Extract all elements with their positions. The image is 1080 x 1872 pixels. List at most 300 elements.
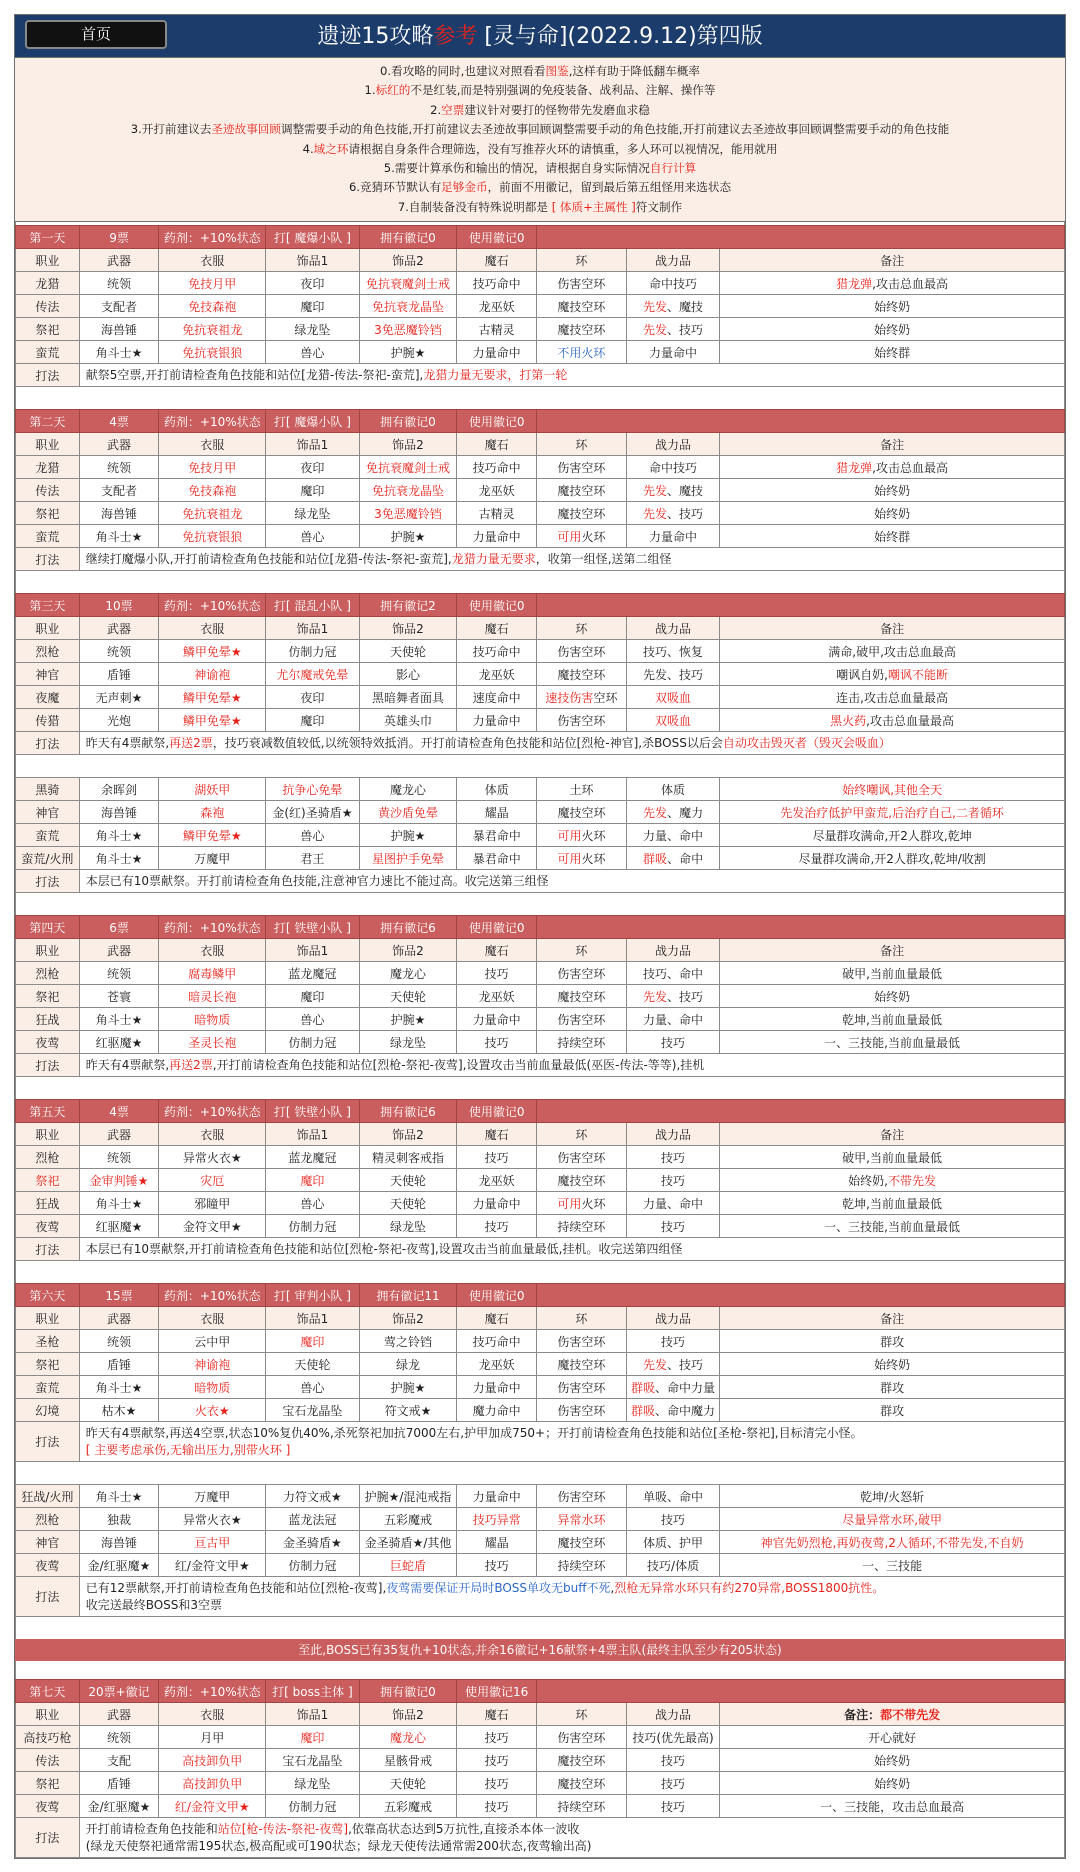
day-header-cell: 使用徽记16 — [457, 1680, 537, 1703]
table-cell: 金(红)圣骑盾★ — [266, 801, 359, 824]
column-header: 武器 — [79, 939, 159, 962]
day-table — [15, 409, 1065, 571]
table-cell — [159, 525, 266, 548]
day-header-cell: 打[ 魔爆小队 ] — [266, 410, 359, 433]
table-cell — [159, 1795, 266, 1818]
table-row — [16, 1192, 1065, 1215]
table-cell: 天使轮 — [359, 1169, 457, 1192]
table-cell: 伤害空环 — [537, 640, 627, 663]
blue-text: 不用火环 — [557, 345, 606, 360]
table-row — [16, 479, 1065, 502]
table-cell: 金/红驱魔★ — [79, 1554, 159, 1577]
table-cell: 伤害空环 — [537, 1399, 627, 1422]
table-cell: 古精灵 — [457, 502, 537, 525]
tactic-line — [86, 1442, 1062, 1459]
highlight-text: 域之环 — [313, 141, 349, 156]
tactic-label: 打法 — [16, 1054, 80, 1077]
table-cell — [159, 1772, 266, 1795]
column-header: 职业 — [16, 939, 80, 962]
title-bar — [15, 15, 1065, 58]
table-cell: 一、三技能,当前血量最低 — [720, 1031, 1065, 1054]
highlight-text: 魔印 — [300, 1334, 325, 1349]
table-row — [16, 1399, 1065, 1422]
table-cell — [720, 1531, 1065, 1554]
table-cell — [159, 985, 266, 1008]
column-header: 武器 — [79, 1307, 159, 1330]
day-header-cell: 拥有徽记0 — [359, 1680, 457, 1703]
highlight-text: 可用 — [557, 828, 582, 843]
table-cell: 群吸、命中 — [626, 847, 719, 870]
table-cell: 始终奶,不带先发 — [720, 1169, 1065, 1192]
tactic-label: 打法 — [16, 732, 80, 755]
page-title — [15, 15, 1065, 58]
table-cell: 单吸、命中 — [626, 1485, 719, 1508]
tactic-text: 昨天有4票献祭,再送2票，技巧衰减数值较低,以统领特效抵消。开打前请检查角色技能和站位[烈枪-神官],杀BOSS以后会自动攻击毁灭者（毁灭会吸血） — [79, 732, 1064, 755]
table-cell: 力量、命中 — [626, 1192, 719, 1215]
table-cell: 群攻 — [720, 1330, 1065, 1353]
table-row — [16, 1726, 1065, 1749]
tactic-label: 打法 — [16, 1818, 80, 1858]
table-cell — [359, 847, 457, 870]
highlight-text: 免抗衰银狼 — [182, 345, 243, 360]
day-header-cell: 拥有徽记11 — [359, 1284, 457, 1307]
home-button[interactable]: 首页 — [25, 20, 167, 49]
column-header-row — [16, 617, 1065, 640]
table-cell: 龙猎 — [16, 456, 80, 479]
highlight-text: 魔印 — [300, 1730, 325, 1745]
spacer — [15, 1617, 1065, 1639]
tactic-line: 已有12票献祭,开打前请检查角色技能和站位[烈枪-夜莺],夜莺需要保证开局时BOSS单攻无buff不死,烈枪无异常水环只有约270异常,BOSS1800抗性。 — [85, 1580, 885, 1595]
day-header-cell: 9票 — [79, 226, 159, 249]
highlight-text: 鳞甲免晕★ — [182, 644, 242, 659]
highlight-text: 先发 — [643, 322, 668, 337]
table-cell: 仿制力冠 — [266, 1795, 359, 1818]
table-cell — [626, 709, 719, 732]
table-cell: 角斗士★ — [79, 1008, 159, 1031]
column-header: 环 — [537, 433, 627, 456]
highlight-text: 免抗衰龙晶坠 — [371, 299, 444, 314]
column-header: 衣服 — [159, 1123, 266, 1146]
table-cell — [159, 272, 266, 295]
column-header: 衣服 — [159, 1307, 266, 1330]
highlight-text: [ 主要考虑承伤,无输出压力,别带火环 ] — [85, 1442, 291, 1457]
table-cell: 持续空环 — [537, 1795, 627, 1818]
highlight-text: 圣迹故事回顾 — [211, 122, 281, 137]
table-cell: 盾锤 — [79, 663, 159, 686]
table-cell: 绿龙 — [359, 1353, 457, 1376]
highlight-text: 可用 — [557, 529, 582, 544]
table-cell: 龙巫妖 — [457, 985, 537, 1008]
table-cell — [159, 318, 266, 341]
table-cell: 绿龙坠 — [359, 1215, 457, 1238]
table-cell: 古精灵 — [457, 318, 537, 341]
table-cell: 龙巫妖 — [457, 1353, 537, 1376]
table-cell: 蛮荒 — [16, 824, 80, 847]
highlight-text: 神谕袍 — [194, 1357, 231, 1372]
highlight-text: 先发 — [643, 805, 668, 820]
column-header: 环 — [537, 617, 627, 640]
tactic-line: 开打前请检查角色技能和站位[枪-传法-祭祀-夜莺],依靠高状态达到5万抗性,直接杀本体一波收 — [85, 1821, 580, 1836]
table-row — [16, 1169, 1065, 1192]
day-header-cell: 药剂：+10%状态 — [159, 916, 266, 939]
highlight-text: 免抗衰魔剑士戒 — [365, 460, 450, 475]
table-cell — [159, 709, 266, 732]
table-cell: 一、三技能 — [720, 1554, 1065, 1577]
table-cell: 夜莺 — [16, 1554, 80, 1577]
column-header: 战力品 — [626, 433, 719, 456]
table-cell: 群吸、命中力量 — [626, 1376, 719, 1399]
table-cell — [159, 1008, 266, 1031]
highlight-text: 群吸 — [631, 1380, 656, 1395]
day-header-cell: 20票+徽记 — [79, 1680, 159, 1703]
table-cell: 先发、技巧 — [626, 663, 719, 686]
table-cell: 魔印 — [266, 295, 359, 318]
table-cell: 异常火衣★ — [159, 1146, 266, 1169]
table-row — [16, 1215, 1065, 1238]
table-cell: 伤害空环 — [537, 962, 627, 985]
intro-line: 3.开打前建议去圣迹故事回顾调整需要手动的角色技能,开打前建议去圣迹故事回顾调整需要手动的角色技能,开打前建议去圣迹故事回顾调整需要手动的角色技能 — [130, 122, 950, 137]
column-header: 饰品1 — [266, 249, 359, 272]
table-cell — [159, 1169, 266, 1192]
table-cell: 力量命中 — [457, 525, 537, 548]
blue-text: 夜莺需要保证开局时BOSS单攻无buff不死 — [386, 1580, 611, 1595]
day-header-cell: 使用徽记0 — [457, 226, 537, 249]
column-header: 备注 — [720, 617, 1065, 640]
table-cell: 技巧 — [457, 962, 537, 985]
column-header-row — [16, 1703, 1065, 1726]
highlight-text: 免抗衰银狼 — [182, 529, 243, 544]
highlight-text: 标红的 — [375, 83, 411, 98]
table-cell: 伤害空环 — [537, 456, 627, 479]
column-header-note — [720, 1703, 1065, 1726]
table-cell: 命中技巧 — [626, 272, 719, 295]
highlight-text: 鳞甲免晕★ — [182, 828, 242, 843]
table-cell: 蓝龙魔冠 — [266, 1146, 359, 1169]
highlight-text: 再送2票 — [169, 1057, 213, 1072]
table-row — [16, 295, 1065, 318]
table-cell: 技巧 — [457, 1772, 537, 1795]
day-header-cell: 使用徽记0 — [457, 594, 537, 617]
table-cell: 龙巫妖 — [457, 663, 537, 686]
table-cell: 护腕★ — [359, 824, 457, 847]
table-cell: 天使轮 — [359, 640, 457, 663]
column-header-row — [16, 939, 1065, 962]
table-cell — [159, 1031, 266, 1054]
day-header-cell: 打[ 铁壁小队 ] — [266, 1100, 359, 1123]
table-cell: 始终群 — [720, 525, 1065, 548]
highlight-text: 先发治疗低护甲蛮荒,后治疗自己,二者循环 — [780, 805, 1004, 820]
table-cell: 龙巫妖 — [457, 479, 537, 502]
table-cell: 技巧命中 — [457, 640, 537, 663]
highlight-text: 先发 — [643, 989, 668, 1004]
day-header-filler — [537, 1680, 1065, 1703]
highlight-text: 圣灵长袍 — [188, 1035, 237, 1050]
table-cell: 夜莺 — [16, 1031, 80, 1054]
table-cell: 技巧命中 — [457, 456, 537, 479]
table-cell: 力量命中 — [457, 1485, 537, 1508]
table-cell — [359, 295, 457, 318]
table-cell: 暴君命中 — [457, 847, 537, 870]
tactic-line: (绿龙天使祭祀通常需195状态,极高配或可190状态；绿龙天使传法通常需200状态,夜莺输出高) — [85, 1838, 592, 1853]
tactic-text: 本层已有10票献祭。开打前请检查角色技能,注意神官力速比不能过高。收完送第三组怪 — [79, 870, 1064, 893]
column-header: 战力品 — [626, 1307, 719, 1330]
highlight-text: 暗物质 — [194, 1380, 231, 1395]
table-cell: 支配者 — [79, 479, 159, 502]
table-cell — [159, 778, 266, 801]
table-cell: 天使轮 — [359, 985, 457, 1008]
highlight-text: 暗物质 — [194, 1012, 231, 1027]
table-cell: 仿制力冠 — [266, 640, 359, 663]
table-cell: 蓝龙法冠 — [266, 1508, 359, 1531]
column-header: 饰品2 — [359, 939, 457, 962]
column-header: 环 — [537, 1307, 627, 1330]
table-cell: 支配者 — [79, 295, 159, 318]
table-cell: 异常火衣★ — [159, 1508, 266, 1531]
highlight-text: 神谕袍 — [194, 667, 231, 682]
day-header-cell: 打[ 铁壁小队 ] — [266, 916, 359, 939]
day-header-cell: 药剂：+10%状态 — [159, 410, 266, 433]
table-cell — [159, 1749, 266, 1772]
highlight-text: 免抗衰龙晶坠 — [371, 483, 444, 498]
column-header: 战力品 — [626, 1123, 719, 1146]
table-cell: 嘲讽自奶,嘲讽不能断 — [720, 663, 1065, 686]
intro-line: 1.标红的不是红装,而是特别强调的免疫装备、战利品、注解、操作等 — [364, 83, 716, 98]
tactic-row — [16, 1577, 1065, 1617]
table-cell: 无声刺★ — [79, 686, 159, 709]
column-header: 武器 — [79, 1703, 159, 1726]
table-cell: 魔印 — [266, 985, 359, 1008]
day-header-cell: 第七天 — [16, 1680, 80, 1703]
day-header-cell: 第一天 — [16, 226, 80, 249]
column-header: 武器 — [79, 617, 159, 640]
table-cell: 魔力命中 — [457, 1399, 537, 1422]
table-cell: 夜莺 — [16, 1795, 80, 1818]
table-cell: 持续空环 — [537, 1554, 627, 1577]
intro-line: 6.竞猜环节默认有足够金币，前面不用徽记，留到最后第五组怪用来选状态 — [348, 180, 732, 195]
table-row — [16, 1330, 1065, 1353]
table-row — [16, 525, 1065, 548]
highlight-text: 可用 — [557, 851, 582, 866]
table-cell — [266, 1726, 359, 1749]
tactic-row — [16, 1818, 1065, 1858]
tactic-text — [79, 1577, 1064, 1617]
day-table — [15, 915, 1065, 1077]
day-header-cell: 药剂：+10%状态 — [159, 1680, 266, 1703]
spacer — [15, 1261, 1065, 1283]
table-cell: 护腕★ — [359, 1008, 457, 1031]
table-cell: 力量命中 — [457, 1376, 537, 1399]
table-cell: 狂战 — [16, 1008, 80, 1031]
table-cell: 技巧、恢复 — [626, 640, 719, 663]
table-cell: 符文戒★ — [359, 1399, 457, 1422]
table-cell: 技巧命中 — [457, 1330, 537, 1353]
table-cell: 始终奶 — [720, 318, 1065, 341]
day-table — [15, 593, 1065, 755]
day-header-cell: 4票 — [79, 410, 159, 433]
highlight-text: 先发 — [643, 506, 668, 521]
column-header: 魔石 — [457, 1703, 537, 1726]
highlight-text: 足够金币 — [441, 180, 488, 195]
table-row — [16, 962, 1065, 985]
highlight-text: 高技卸负甲 — [182, 1753, 243, 1768]
table-cell: 魔印 — [266, 479, 359, 502]
table-cell — [720, 778, 1065, 801]
day-header-cell: 使用徽记0 — [457, 1284, 537, 1307]
highlight-text: 免抗衰祖龙 — [182, 506, 243, 521]
highlight-text: 猎龙弹 — [836, 460, 873, 475]
day-header-cell: 第六天 — [16, 1284, 80, 1307]
table-cell: 兽心 — [266, 341, 359, 364]
table-cell: 技巧(优先最高) — [626, 1726, 719, 1749]
day-header-cell: 打[ 混乱小队 ] — [266, 594, 359, 617]
table-cell — [159, 479, 266, 502]
table-cell — [457, 1508, 537, 1531]
highlight-text: 空票 — [441, 102, 465, 117]
column-header: 战力品 — [626, 939, 719, 962]
day-table — [15, 1679, 1065, 1858]
table-row — [16, 640, 1065, 663]
table-cell — [266, 663, 359, 686]
column-header: 魔石 — [457, 617, 537, 640]
title-version: [灵与命](2022.9.12)第四版 — [477, 24, 763, 49]
table-cell: 烈枪 — [16, 1508, 80, 1531]
tactic-row — [16, 870, 1065, 893]
table-cell: 护腕★ — [359, 525, 457, 548]
column-header: 职业 — [16, 433, 80, 456]
table-cell: 技巧 — [626, 1508, 719, 1531]
table-cell: 红/金符文甲★ — [159, 1554, 266, 1577]
table-cell: 速技伤害空环 — [537, 686, 627, 709]
day-header-cell: 第四天 — [16, 916, 80, 939]
highlight-text: 烈枪无异常水环只有约270异常,BOSS1800抗性。 — [614, 1580, 885, 1595]
column-header: 武器 — [79, 1123, 159, 1146]
highlight-text: 群吸 — [631, 1403, 656, 1418]
day-table — [15, 1283, 1065, 1462]
day-header-cell: 拥有徽记2 — [359, 594, 457, 617]
table-cell: 群吸、命中魔力 — [626, 1399, 719, 1422]
highlight-text: 先发 — [643, 299, 668, 314]
table-cell: 万魔甲 — [159, 1485, 266, 1508]
table-cell: 先发、魔技 — [626, 295, 719, 318]
table-row — [16, 502, 1065, 525]
table-row — [16, 801, 1065, 824]
column-header-row — [16, 249, 1065, 272]
table-cell: 技巧 — [626, 1146, 719, 1169]
column-header: 职业 — [16, 1123, 80, 1146]
table-row — [16, 824, 1065, 847]
table-cell: 技巧 — [457, 1146, 537, 1169]
column-header: 衣服 — [159, 249, 266, 272]
table-cell — [359, 456, 457, 479]
table-cell — [266, 1330, 359, 1353]
table-cell: 仿制力冠 — [266, 1215, 359, 1238]
column-header: 饰品1 — [266, 617, 359, 640]
column-header: 饰品2 — [359, 1307, 457, 1330]
highlight-text: 黄沙盾免晕 — [377, 805, 438, 820]
column-header: 战力品 — [626, 617, 719, 640]
table-cell: 伤害空环 — [537, 272, 627, 295]
table-cell: 狂战 — [16, 1192, 80, 1215]
table-cell: 技巧 — [457, 1749, 537, 1772]
table-row — [16, 1353, 1065, 1376]
table-cell: 黑火药,攻击总血量最高 — [720, 709, 1065, 732]
column-header: 饰品1 — [266, 1123, 359, 1146]
table-cell: 力量命中 — [457, 1008, 537, 1031]
table-cell: 可用火环 — [537, 847, 627, 870]
highlight-text: 再送2票 — [169, 735, 213, 750]
column-header: 备注 — [720, 433, 1065, 456]
table-cell: 蓝龙魔冠 — [266, 962, 359, 985]
column-header: 备注 — [720, 1123, 1065, 1146]
table-cell: 仿制力冠 — [266, 1554, 359, 1577]
table-row — [16, 1008, 1065, 1031]
table-cell: 体质 — [626, 778, 719, 801]
tactic-label: 打法 — [16, 548, 80, 571]
highlight-text: 神官先奶烈枪,再奶夜莺,2人循环,不带先发,不自奶 — [760, 1535, 1024, 1550]
table-cell: 祭祀 — [16, 1353, 80, 1376]
table-cell — [159, 502, 266, 525]
table-cell: 天使轮 — [359, 1192, 457, 1215]
table-cell — [79, 1169, 159, 1192]
table-row — [16, 709, 1065, 732]
column-header: 衣服 — [159, 1703, 266, 1726]
table-row — [16, 1508, 1065, 1531]
table-cell: 魔技空环 — [537, 1772, 627, 1795]
table-cell — [537, 1508, 627, 1531]
table-cell: 始终奶 — [720, 295, 1065, 318]
table-cell: 传法 — [16, 295, 80, 318]
table-cell: 邪瞳甲 — [159, 1192, 266, 1215]
table-cell: 伤害空环 — [537, 1008, 627, 1031]
table-row — [16, 1531, 1065, 1554]
spacer — [15, 755, 1065, 777]
day-header-row — [16, 226, 1065, 249]
table-cell: 力量命中 — [457, 709, 537, 732]
table-row — [16, 1376, 1065, 1399]
table-cell — [159, 341, 266, 364]
table-cell: 群攻 — [720, 1376, 1065, 1399]
column-header: 职业 — [16, 249, 80, 272]
table-cell: 先发、技巧 — [626, 502, 719, 525]
spacer — [15, 893, 1065, 915]
column-header: 饰品1 — [266, 1703, 359, 1726]
highlight-text: 技巧异常 — [472, 1512, 521, 1527]
highlight-text: 腐毒鳞甲 — [188, 966, 237, 981]
day-table — [15, 225, 1065, 387]
day-header-filler — [537, 916, 1065, 939]
table-cell: 可用火环 — [537, 824, 627, 847]
table-cell: 魔技空环 — [537, 502, 627, 525]
table-cell: 力量命中 — [626, 341, 719, 364]
table-cell: 统领 — [79, 272, 159, 295]
table-cell: 护腕★ — [359, 341, 457, 364]
table-cell: 英雄头巾 — [359, 709, 457, 732]
table-cell: 速度命中 — [457, 686, 537, 709]
table-cell: 精灵刺客戒指 — [359, 1146, 457, 1169]
table-cell — [266, 1169, 359, 1192]
highlight-text: 红/金符文甲★ — [174, 1799, 250, 1814]
day-header-cell: 拥有徽记0 — [359, 226, 457, 249]
day-header-cell: 拥有徽记6 — [359, 1100, 457, 1123]
table-cell: 龙猎 — [16, 272, 80, 295]
table-row — [16, 663, 1065, 686]
highlight-text: 可用 — [557, 1196, 582, 1211]
table-cell — [359, 272, 457, 295]
table-cell: 角斗士★ — [79, 341, 159, 364]
table-row — [16, 318, 1065, 341]
table-cell: 云中甲 — [159, 1330, 266, 1353]
table-cell: 耀晶 — [457, 801, 537, 824]
